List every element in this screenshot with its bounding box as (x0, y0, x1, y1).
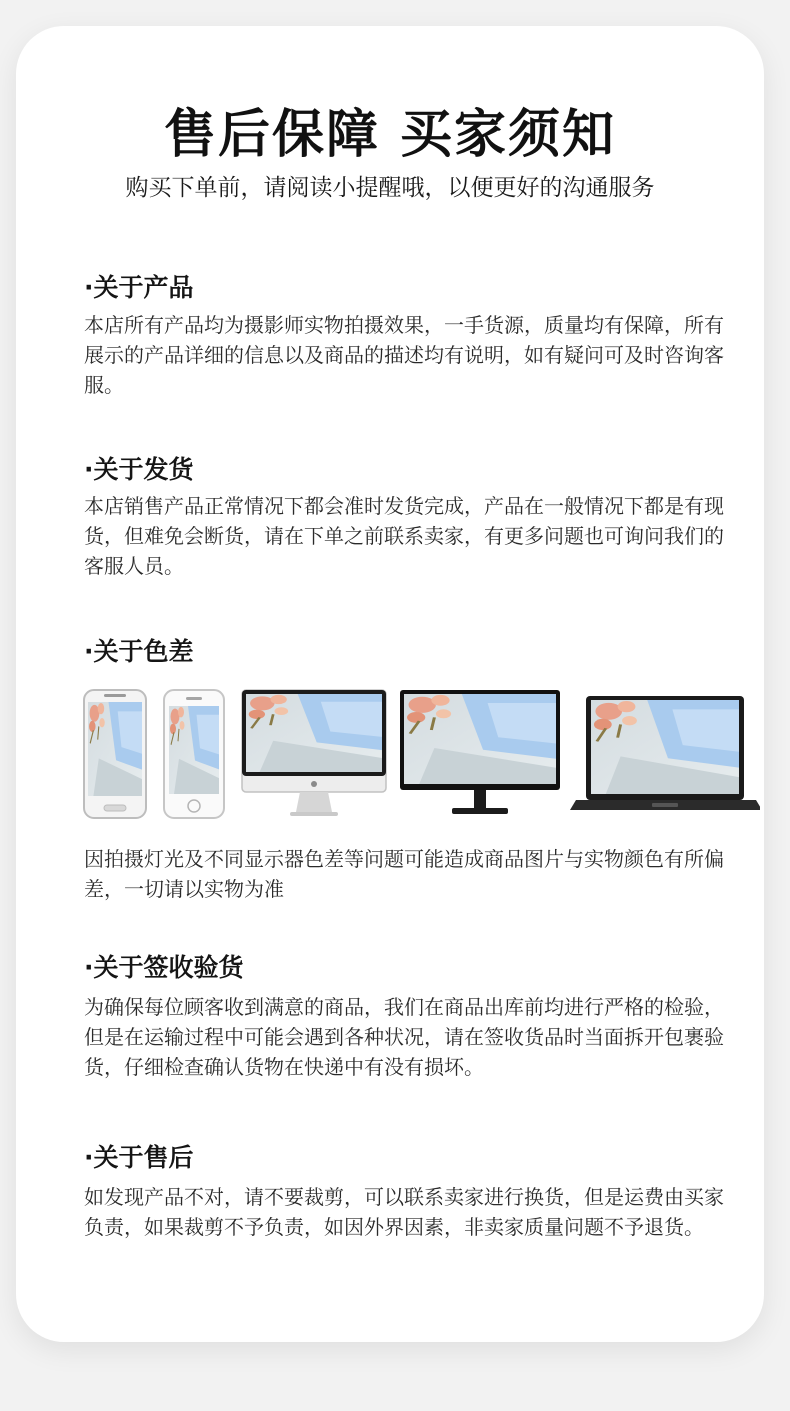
page-title: 售后保障 买家须知 (163, 105, 617, 165)
android-phone-icon (84, 690, 146, 818)
section-body-color-difference: 因拍摄灯光及不同显示器色差等问题可能造成商品图片与实物颜色有所偏差，一切请以实物为准 (84, 847, 724, 901)
section-title-color-difference: ·关于色差 (84, 637, 194, 666)
section-body-product: 本店所有产品均为摄影师实物拍摄效果，一手货源，质量均有保障，所有展示的产品详细的信息以及商品的描述均有说明，如有疑问可及时咨询客服。 (84, 313, 724, 397)
section-title-product: ·关于产品 (84, 273, 194, 302)
section-title-delivery-inspection: ·关于签收验货 (84, 953, 244, 982)
device-comparison-image (80, 688, 760, 822)
section-title-shipping: ·关于发货 (84, 455, 194, 484)
iphone-icon (164, 690, 224, 818)
section-body-delivery-inspection: 为确保每位顾客收到满意的商品，我们在商品出库前均进行严格的检验，但是在运输过程中可能会遇到各种状况，请在签收货品时当面拆开包裹验货，仔细检查确认货物在快递中有没有损坏。 (84, 995, 724, 1079)
monitor-icon (400, 690, 560, 814)
section-body-after-sales: 如发现产品不对，请不要裁剪，可以联系卖家进行换货，但是运费由买家负责，如果裁剪不予负责，如因外界因素，非卖家质量问题不予退货。 (84, 1185, 724, 1239)
laptop-icon (570, 696, 760, 810)
after-sales-card (16, 26, 764, 1342)
section-body-shipping: 本店销售产品正常情况下都会准时发货完成，产品在一般情况下都是有现货，但难免会断货，请在下单之前联系卖家，有更多问题也可询问我们的客服人员。 (84, 494, 724, 578)
imac-icon (242, 690, 386, 816)
page-subtitle: 购买下单前，请阅读小提醒哦，以便更好的沟通服务 (125, 175, 655, 201)
section-title-after-sales: ·关于售后 (84, 1143, 194, 1172)
